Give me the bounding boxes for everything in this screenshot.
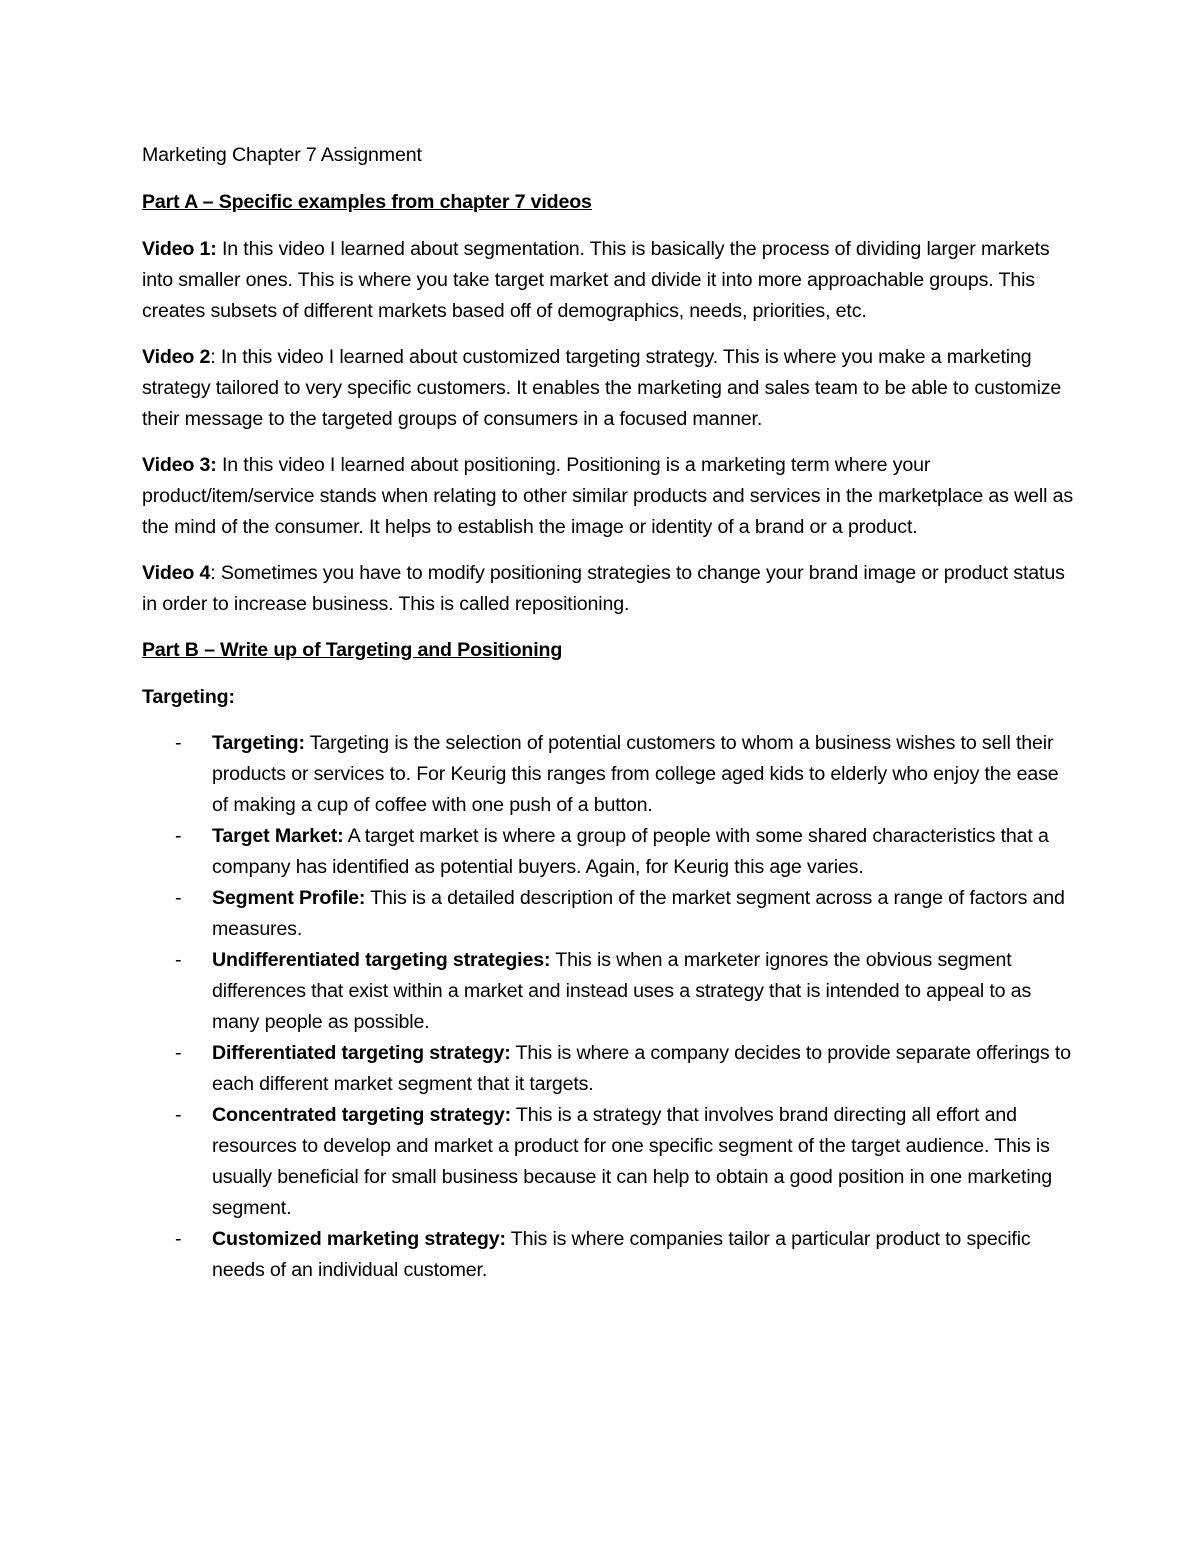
video-1-label: Video 1: [142, 238, 217, 260]
list-item-term: Target Market: [212, 825, 344, 847]
list-item-term: Customized marketing strategy: [212, 1228, 506, 1250]
list-item-text: This is where companies tailor a particular product to specific needs of an individual customer. [212, 1228, 1031, 1281]
dash-bullet: - [175, 1042, 182, 1064]
dash-bullet: - [175, 887, 182, 909]
video-3-label: Video 3: [142, 454, 217, 476]
targeting-subheading: Targeting: [142, 686, 235, 708]
list-item-text: A target market is where a group of people with some shared characteristics that a company has identified as potential buyers. Again, for Keurig this age varies. [212, 825, 1049, 878]
list-item-term: Undifferentiated targeting strategies: [212, 949, 551, 971]
list-item [142, 1038, 1077, 1100]
video-4-label: Video 4 [142, 562, 211, 584]
document-title: Marketing Chapter 7 Assignment [142, 144, 422, 166]
dash-bullet: - [175, 825, 182, 847]
part-a-heading: Part A – Specific examples from chapter 7 videos [142, 191, 592, 213]
list-item [142, 728, 1077, 821]
video-2-paragraph [142, 342, 1077, 435]
targeting-list [142, 728, 1077, 1286]
video-4-paragraph [142, 558, 1077, 620]
video-2-label: Video 2 [142, 346, 211, 368]
list-item [142, 883, 1077, 945]
list-item-text: This is where a company decides to provide separate offerings to each different market segment that it targets. [212, 1042, 1071, 1095]
part-b-heading: Part B – Write up of Targeting and Positioning [142, 639, 563, 661]
list-item-term: Targeting: [212, 732, 305, 754]
list-item-text: Targeting is the selection of potential customers to whom a business wishes to sell their products or services to. For Keurig this ranges from college aged kids to elderly who enjoy the ease of making a cup of coffee with one push of a button. [212, 732, 1059, 816]
list-item [142, 821, 1077, 883]
dash-bullet: - [175, 1228, 182, 1250]
video-3-paragraph [142, 450, 1077, 543]
list-item [142, 1100, 1077, 1224]
video-1-paragraph [142, 234, 1077, 327]
list-item-term: Differentiated targeting strategy: [212, 1042, 511, 1064]
list-item-text: This is a detailed description of the market segment across a range of factors and measures. [212, 887, 1065, 940]
list-item [142, 945, 1077, 1038]
list-item-text: This is a strategy that involves brand directing all effort and resources to develop and market a product for one specific segment of the target audience. This is usually beneficial for small business because it can help to obtain a good position in one marketing segment. [212, 1104, 1053, 1219]
video-1-text: In this video I learned about segmentation. This is basically the process of dividing larger markets into smaller ones. This is where you take target market and divide it into more approachable groups. This creates subsets of different markets based off of demographics, needs, priorities, etc. [142, 238, 1050, 322]
dash-bullet: - [175, 1104, 182, 1126]
video-2-text: : In this video I learned about customized targeting strategy. This is where you make a marketing strategy tailored to very specific customers. It enables the marketing and sales team to be able to customize their message to the targeted groups of consumers in a focused manner. [142, 346, 1062, 430]
list-item-text: This is when a marketer ignores the obvious segment differences that exist within a market and instead uses a strategy that is intended to appeal to as many people as possible. [212, 949, 1032, 1033]
video-3-text: In this video I learned about positioning. Positioning is a marketing term where your product/item/service stands when relating to other similar products and services in the marketplace as well as the mind of the consumer. It helps to establish the image or identity of a brand or a product. [142, 454, 1073, 538]
list-item [142, 1224, 1077, 1286]
list-item-term: Concentrated targeting strategy: [212, 1104, 511, 1126]
dash-bullet: - [175, 949, 182, 971]
dash-bullet: - [175, 732, 182, 754]
list-item-term: Segment Profile: [212, 887, 366, 909]
video-4-text: : Sometimes you have to modify positioning strategies to change your brand image or product status in order to increase business. This is called repositioning. [142, 562, 1065, 615]
document-page [142, 140, 1077, 1286]
